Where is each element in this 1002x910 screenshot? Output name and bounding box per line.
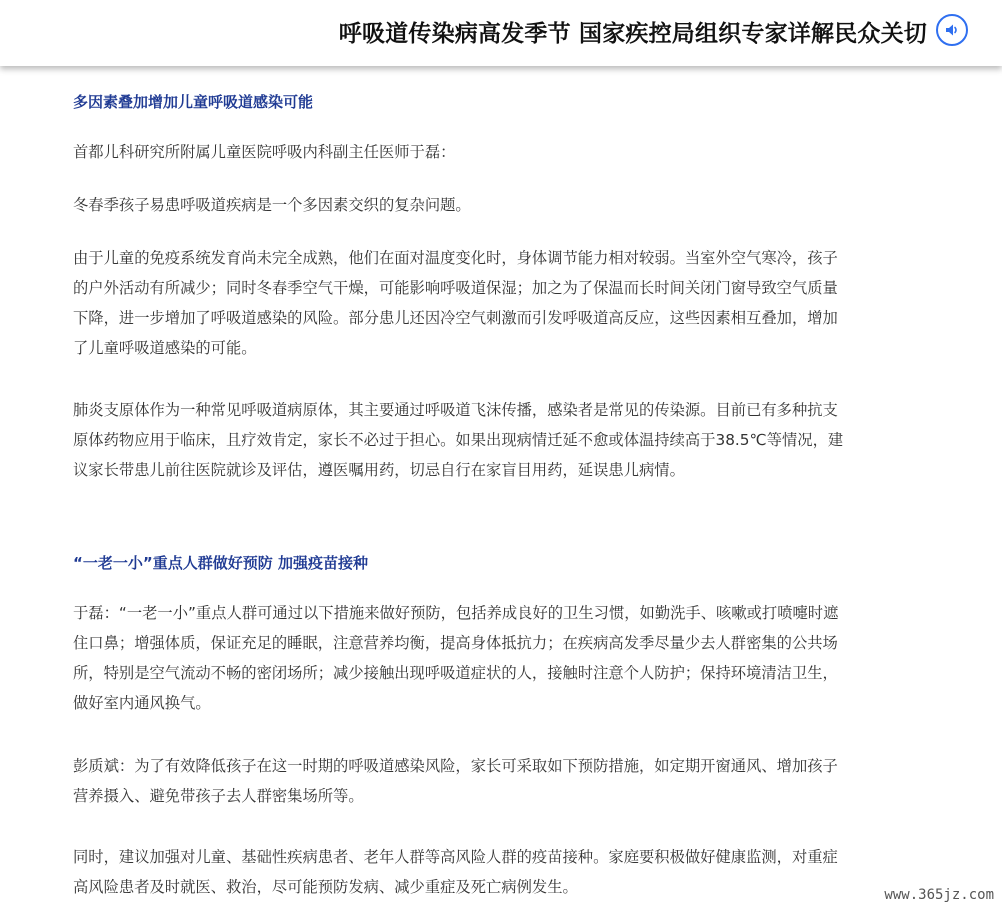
article-header (0, 0, 1002, 66)
paragraph-prevention: 于磊：“一老一小”重点人群可通过以下措施来做好预防，包括养成良好的卫生习惯，如勤洗手、咳嗽或打喷嚏时遮住口鼻；增强体质，保证充足的睡眠，注意营养均衡，提高身体抵抗力；在疾病高发季尽量少去人群密集的公共场所，特别是空气流动不畅的密闭场所；减少接触出现呼吸道症状的人，接触时注意个人防护；保持环境清洁卫生，做好室内通风换气。 (73, 604, 839, 712)
paragraph-peng: 彭质斌：为了有效降低孩子在这一时期的呼吸道感染风险，家长可采取如下预防措施，如定期开窗通风、增加孩子营养摄入、避免带孩子去人群密集场所等。 (73, 757, 838, 805)
article-body (0, 66, 1002, 910)
audio-play-button[interactable] (936, 14, 968, 46)
speaker-icon (944, 22, 960, 38)
paragraph-intro: 冬春季孩子易患呼吸道疾病是一个多因素交织的复杂问题。 (73, 196, 471, 214)
paragraph-speaker-yu: 首都儿科研究所附属儿童医院呼吸内科副主任医师于磊： (73, 143, 456, 161)
site-watermark: www.365jz.com (884, 887, 994, 903)
article-title: 呼吸道传染病高发季节 国家疾控局组织专家详解民众关切 (338, 21, 927, 47)
paragraph-mycoplasma: 肺炎支原体作为一种常见呼吸道病原体，其主要通过呼吸道飞沫传播，感染者是常见的传染源。目前已有多种抗支原体药物应用于临床，且疗效肯定，家长不必过于担心。如果出现病情迁延不愈或体温持续高于38.5℃等情况，建议家长带患儿前往医院就诊及评估，遵医嘱用药，切忌自行在家盲目用药，延误患儿病情。 (73, 401, 844, 479)
paragraph-immune: 由于儿童的免疫系统发育尚未完全成熟，他们在面对温度变化时，身体调节能力相对较弱。当室外空气寒冷，孩子的户外活动有所减少；同时冬春季空气干燥，可能影响呼吸道保湿；加之为了保温而长时间关闭门窗导致空气质量下降，进一步增加了呼吸道感染的风险。部分患儿还因冷空气刺激而引发呼吸道高反应，这些因素相互叠加，增加了儿童呼吸道感染的可能。 (73, 249, 838, 357)
section-heading-factors: 多因素叠加增加儿童呼吸道感染可能 (73, 93, 314, 111)
paragraph-vaccine: 同时，建议加强对儿童、基础性疾病患者、老年人群等高风险人群的疫苗接种。家庭要积极做好健康监测，对重症高风险患者及时就医、救治，尽可能预防发病、减少重症及死亡病例发生。 (73, 848, 838, 896)
section-heading-prevention: “一老一小”重点人群做好预防 加强疫苗接种 (73, 554, 368, 572)
